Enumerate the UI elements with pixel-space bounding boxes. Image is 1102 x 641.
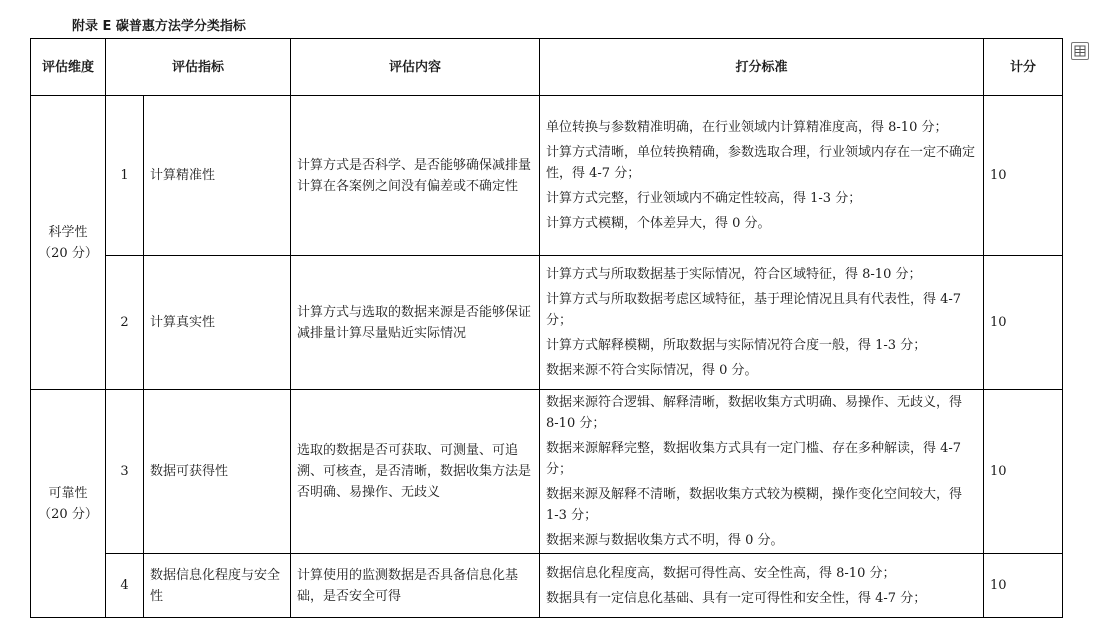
- criteria-cell: [540, 96, 984, 256]
- criteria-line: 计算方式模糊，个体差异大，得 0 分。: [546, 216, 771, 231]
- criteria-line: 数据来源符合逻辑、解释清晰，数据收集方式明确、易操作、无歧义，得 8-10 分；: [546, 395, 963, 431]
- score-cell: 10: [984, 554, 1063, 618]
- content-cell: 计算使用的监测数据是否具备信息化基础，是否安全可得: [291, 554, 540, 618]
- content-cell: 计算方式是否科学、是否能够确保减排量计算在各案例之间没有偏差或不确定性: [291, 96, 540, 256]
- header-content: 评估内容: [291, 39, 540, 96]
- dimension-name: 科学性: [48, 224, 88, 240]
- grid-view-icon[interactable]: [1071, 42, 1089, 60]
- indicator-name: 数据信息化程度与安全性: [144, 554, 291, 618]
- header-indicator: 评估指标: [106, 39, 291, 96]
- dimension-cell-science: [31, 96, 106, 390]
- table-row: [31, 554, 1063, 618]
- indicator-name: 数据可获得性: [144, 390, 291, 554]
- table-row: [31, 96, 1063, 256]
- score-cell: 10: [984, 390, 1063, 554]
- header-score: 计分: [984, 39, 1063, 96]
- content-cell: 计算方式与选取的数据来源是否能够保证减排量计算尽量贴近实际情况: [291, 256, 540, 390]
- score-cell: 10: [984, 256, 1063, 390]
- indicator-name: 计算真实性: [144, 256, 291, 390]
- row-number: 1: [106, 96, 144, 256]
- criteria-cell: [540, 554, 984, 618]
- criteria-line: 数据来源解释完整，数据收集方式具有一定门槛、存在多种解读，得 4-7 分；: [546, 441, 962, 477]
- dimension-weight: （20 分）: [38, 506, 98, 522]
- criteria-line: 计算方式解释模糊，所取数据与实际情况符合度一般，得 1-3 分；: [546, 338, 927, 353]
- row-number: 4: [106, 554, 144, 618]
- criteria-line: 计算方式清晰，单位转换精确，参数选取合理，行业领域内存在一定不确定性，得 4-7 分；: [546, 145, 976, 181]
- criteria-line: 计算方式与所取数据基于实际情况，符合区域特征，得 8-10 分；: [546, 267, 922, 282]
- criteria-line: 单位转换与参数精准明确，在行业领域内计算精准度高，得 8-10 分；: [546, 120, 948, 135]
- dimension-weight: （20 分）: [38, 245, 98, 261]
- header-dimension: 评估维度: [31, 39, 106, 96]
- appendix-title: 附录 E 碳普惠方法学分类指标: [72, 19, 246, 34]
- criteria-cell: [540, 256, 984, 390]
- indicator-name: 计算精准性: [144, 96, 291, 256]
- criteria-line: 数据来源及解释不清晰，数据收集方式较为模糊，操作变化空间较大，得 1-3 分；: [546, 487, 963, 523]
- dimension-cell-reliability: [31, 390, 106, 618]
- criteria-line: 数据具有一定信息化基础、具有一定可得性和安全性，得 4-7 分；: [546, 590, 927, 606]
- table-row: [31, 256, 1063, 390]
- dimension-name: 可靠性: [48, 485, 88, 501]
- score-cell: 10: [984, 96, 1063, 256]
- header-row: [31, 39, 1063, 96]
- criteria-line: 数据信息化程度高，数据可得性高、安全性高，得 8-10 分；: [546, 565, 896, 581]
- header-criteria: 打分标准: [540, 39, 984, 96]
- content-cell: 选取的数据是否可获取、可测量、可追溯、可核查，是否清晰，数据收集方法是否明确、易操作、无歧义: [291, 390, 540, 554]
- indicator-table: [30, 38, 1063, 618]
- criteria-line: 数据来源不符合实际情况，得 0 分。: [546, 363, 758, 378]
- criteria-line: 数据来源与数据收集方式不明，得 0 分。: [546, 533, 784, 548]
- criteria-cell: [540, 390, 984, 554]
- table-row: [31, 390, 1063, 554]
- row-number: 2: [106, 256, 144, 390]
- criteria-line: 计算方式完整，行业领域内不确定性较高，得 1-3 分；: [546, 191, 862, 206]
- row-number: 3: [106, 390, 144, 554]
- criteria-line: 计算方式与所取数据考虑区域特征，基于理论情况且具有代表性，得 4-7 分；: [546, 292, 962, 328]
